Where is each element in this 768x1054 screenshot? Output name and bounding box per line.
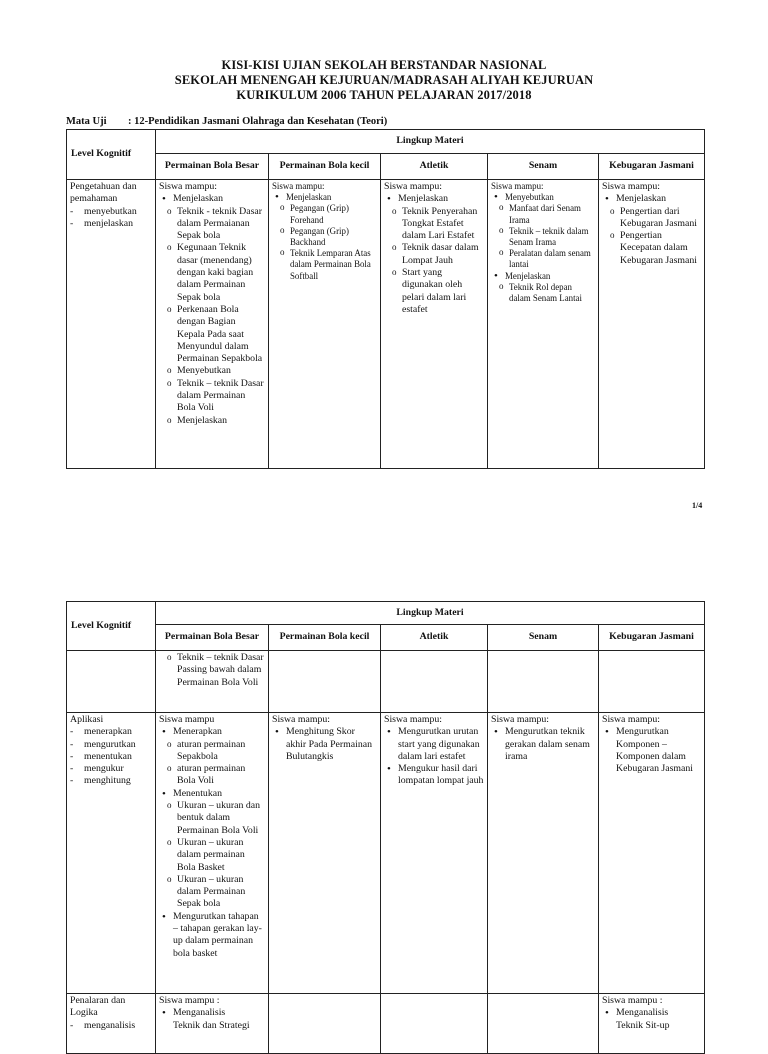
sub-list [392,206,484,317]
grid-table-page-2 [66,601,705,1054]
bullet-list [491,726,595,763]
list-item: o Kegunaan Teknik dasar (menendang) dengan kaki bagian dalam Permainan Sepak bola [167,242,265,303]
list-item: o Teknik Lemparan Atas dalam Permainan Bola Softball [280,248,377,282]
list-item: o Menjelaskan [167,415,265,427]
level-title: Aplikasi [70,714,104,725]
cell-intro: Siswa mampu: [491,714,549,725]
header-level-kognitif: Level Kognitif [67,602,156,651]
header-col-atletik: Atletik [381,625,488,651]
cell-intro: Siswa mampu: [384,181,442,192]
list-item: o Teknik – teknik Dasar Passing bawah dalam Permainan Bola Voli [167,652,265,689]
list-item: o Teknik Rol depan dalam Senam Lantai [499,282,595,304]
list-item: • Menganalisis [159,1007,265,1019]
bullet-list [159,1007,265,1019]
list-item: o Pengertian dari Kebugaran Jasmani [610,206,701,231]
list-item: o Teknik Penyerahan Tongkat Estafet dalam Lari Estafet [392,206,484,243]
list-item: • Menyebutkan [491,192,595,203]
cell-bola-besar [156,180,269,469]
cell-atletik [381,651,488,713]
level-cell [67,180,156,469]
header-lingkup-materi: Lingkup Materi [156,130,705,154]
header-col-bola-besar: Permainan Bola Besar [156,154,269,180]
bullet-list [384,193,484,205]
list-item: o Start yang digunakan oleh pelari dalam lari estafet [392,267,484,316]
cell-intro: Siswa mampu: [159,181,217,192]
level-list [70,726,152,787]
cell-intro: Siswa mampu: [272,181,325,191]
cell-atletik [381,180,488,469]
level-title: Pengetahuan dan pemahaman [70,181,137,205]
cell-bola-kecil [269,180,381,469]
header-col-atletik: Atletik [381,154,488,180]
header-col-senam: Senam [488,154,599,180]
sub-list [499,282,595,304]
cell-kebugaran [599,180,705,469]
list-item: - menyebutkan [70,206,152,218]
list-item: o Pengertian Kecepatan dalam Kebugaran Jasmani [610,230,701,267]
level-title: Penalaran dan Logika [70,995,126,1019]
subject-label: Mata Uji [66,116,107,127]
list-item: - menghitung [70,775,152,787]
cell-bola-kecil [269,651,381,713]
list-item: • Menentukan [159,788,265,800]
document-title [0,58,768,103]
list-item: • Menjelaskan [491,271,595,282]
list-item: - menjelaskan [70,218,152,230]
bullet-list [159,193,265,205]
list-item: • Menerapkan [159,726,265,738]
cell-kebugaran [599,651,705,713]
list-item: - menentukan [70,751,152,763]
cell-intro: Siswa mampu: [602,714,660,725]
title-line-2: SEKOLAH MENENGAH KEJURUAN/MADRASAH ALIYAH KEJURUAN [174,73,594,87]
cell-bola-besar [156,651,269,713]
header-col-kebugaran: Kebugaran Jasmani [599,154,705,180]
header-col-kebugaran: Kebugaran Jasmani [599,625,705,651]
title-line-1: KISI-KISI UJIAN SEKOLAH BERSTANDAR NASIONAL [221,58,547,72]
cell-intro: Siswa mampu: [602,181,660,192]
list-item: • Mengurutkan teknik gerakan dalam senam irama [491,726,595,763]
list-item: o Teknik – teknik Dasar dalam Permainan Bola Voli [167,378,265,415]
list-item: - menerapkan [70,726,152,738]
header-col-senam: Senam [488,625,599,651]
bullet-list [159,788,265,800]
cell-text: Teknik Sit-up [616,1019,670,1031]
level-cell [67,994,156,1054]
list-item: • Menghitung Skor akhir Pada Permainan Bulutangkis [272,726,377,763]
sub-list [610,206,701,267]
header-col-bola-kecil: Permainan Bola kecil [269,625,381,651]
sub-list [167,206,265,427]
cell-senam [488,180,599,469]
list-item: o Ukuran – ukuran dan bentuk dalam Permainan Bola Voli [167,800,265,837]
subject-value: : 12-Pendidikan Jasmani Olahraga dan Kesehatan (Teori) [128,116,388,127]
bullet-list [491,192,595,203]
bullet-list [602,193,701,205]
sub-list [167,739,265,788]
sub-list [167,652,265,689]
header-lingkup-materi: Lingkup Materi [156,602,705,625]
list-item: • Menjelaskan [159,193,265,205]
list-item: o Pegangan (Grip) Forehand [280,203,377,225]
list-item: o Pegangan (Grip) Backhand [280,226,377,248]
cell-senam [488,651,599,713]
bullet-list [272,192,377,203]
list-item: o Manfaat dari Senam Irama [499,203,595,225]
level-list [70,1020,152,1032]
list-item: • Menganalisis [602,1007,701,1019]
sub-list [280,203,377,281]
list-item: • Menjelaskan [602,193,701,205]
bullet-list [602,726,701,775]
list-item: - mengurutkan [70,739,152,751]
bullet-list [159,911,265,960]
cell-bola-kecil [269,713,381,994]
cell-intro: Siswa mampu : [602,995,663,1006]
list-item: • Menjelaskan [272,192,377,203]
sub-list [167,800,265,911]
list-item: o Teknik - teknik Dasar dalam Permaianan Sepak bola [167,206,265,243]
list-item: o Ukuran – ukuran dalam Permainan Sepak bola [167,874,265,911]
cell-intro: Siswa mampu: [272,714,330,725]
list-item: • Mengurutkan tahapan – tahapan gerakan lay-up dalam permainan bola basket [159,911,265,960]
list-item: o Perkenaan Bola dengan Bagian Kepala Pada saat Menyundul dalam Permainan Sepakbola [167,304,265,365]
header-col-bola-besar: Permainan Bola Besar [156,625,269,651]
sub-list [499,203,595,270]
header-col-bola-kecil: Permainan Bola kecil [269,154,381,180]
bullet-list [602,1007,701,1019]
cell-atletik [381,713,488,994]
cell-senam [488,994,599,1054]
cell-bola-besar [156,713,269,994]
cell-kebugaran [599,994,705,1054]
list-item: • Mengurutkan urutan start yang digunakan dalam lari estafet [384,726,484,763]
cell-intro: Siswa mampu [159,714,215,725]
level-cell [67,651,156,713]
cell-intro: Siswa mampu: [384,714,442,725]
list-item: • Mengurutkan Komponen – Komponen dalam Kebugaran Jasmani [602,726,701,775]
cell-senam [488,713,599,994]
cell-intro: Siswa mampu: [491,181,544,191]
title-line-3: KURIKULUM 2006 TAHUN PELAJARAN 2017/2018 [236,88,532,102]
list-item: o Teknik dasar dalam Lompat Jauh [392,242,484,267]
list-item: - mengukur [70,763,152,775]
list-item: o aturan permainan Sepakbola [167,739,265,764]
level-list [70,206,152,231]
list-item: o Teknik – teknik dalam Senam Irama [499,226,595,248]
level-cell [67,713,156,994]
list-item: o Ukuran – ukuran dalam permainan Bola Basket [167,837,265,874]
cell-intro: Siswa mampu : [159,995,220,1006]
bullet-list [159,726,265,738]
grid-table-page-1 [66,129,705,469]
bullet-list [491,271,595,282]
list-item: o Peralatan dalam senam lantai [499,248,595,270]
subject-line [66,116,387,127]
cell-bola-besar [156,994,269,1054]
cell-atletik [381,994,488,1054]
cell-bola-kecil [269,994,381,1054]
bullet-list [384,726,484,787]
list-item: • Mengukur hasil dari lompatan lompat jauh [384,763,484,788]
page-number: 1/4 [692,501,703,510]
header-level-kognitif: Level Kognitif [67,130,156,180]
list-item: - menganalisis [70,1020,152,1032]
list-item: o Menyebutkan [167,365,265,377]
cell-kebugaran [599,713,705,994]
list-item: o aturan permainan Bola Voli [167,763,265,788]
cell-text: Teknik dan Strategi [173,1019,250,1031]
list-item: • Menjelaskan [384,193,484,205]
bullet-list [272,726,377,763]
